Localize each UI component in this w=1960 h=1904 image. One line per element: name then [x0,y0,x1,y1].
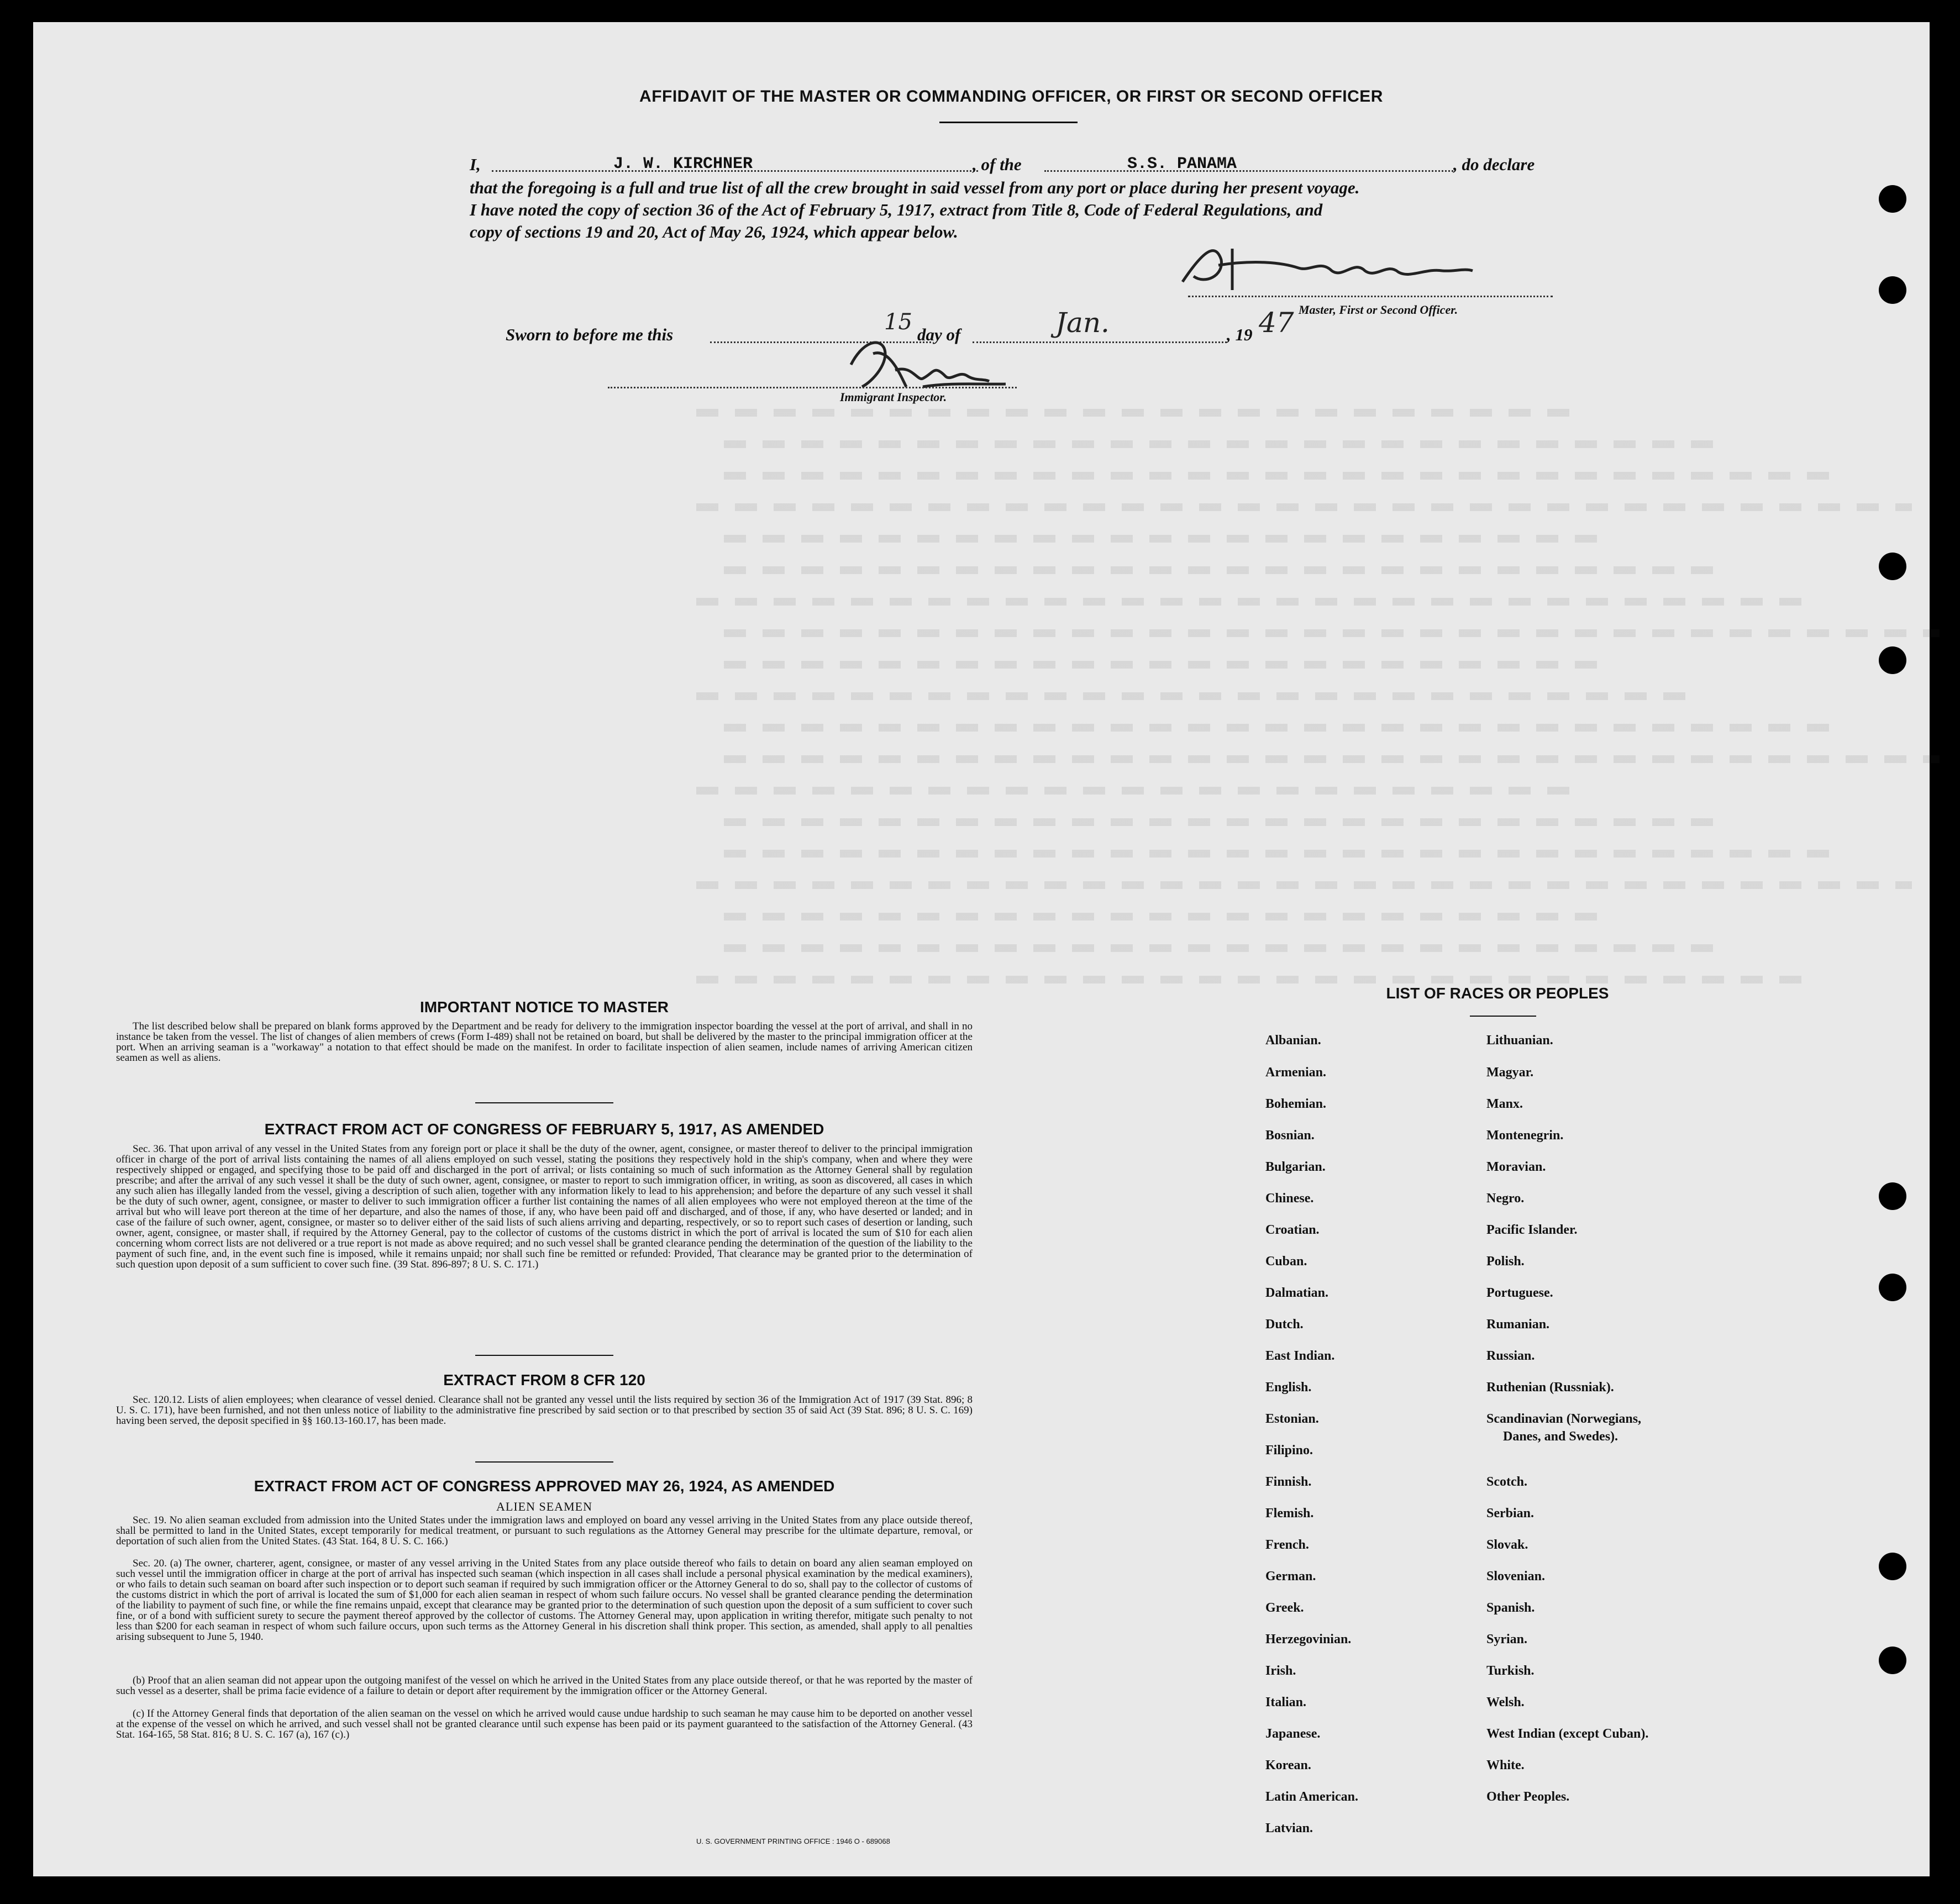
race-item: Albanian. [1265,1033,1321,1048]
declare-suffix: , do declare [1453,155,1535,174]
printing-office-footer: U. S. GOVERNMENT PRINTING OFFICE : 1946 O - 689068 [696,1837,890,1845]
race-item: Pacific Islander. [1486,1223,1578,1237]
race-item: French. [1265,1538,1309,1552]
year-prefix: , 19 [1227,325,1253,344]
show-through-mark [696,787,1580,795]
day-of-label: day of [917,325,961,344]
race-item: Magyar. [1486,1065,1534,1080]
show-through-mark [724,566,1719,574]
show-through-mark [724,755,1940,763]
race-item: East Indian. [1265,1349,1335,1363]
section-rule [475,1461,613,1463]
affidavit-line-2: that the foregoing is a full and true list of all the crew brought in said vessel from any port or place during her present voyage. [470,178,1360,197]
sworn-month: Jan. [1055,307,1110,339]
race-item: Dutch. [1265,1317,1304,1332]
vessel-name: S.S. PANAMA [1127,155,1237,173]
show-through-mark [724,629,1940,637]
race-item: Danes, and Swedes). [1503,1429,1619,1444]
race-item: Croatian. [1265,1223,1320,1237]
affidavit-line-4: copy of sections 19 and 20, Act of May 26, 1924, which appear below. [470,222,958,241]
extract-1917-body: Sec. 36. That upon arrival of any vessel in the United States from any foreign port or place it shall be the duty of the owner, agent, consignee, or master thereof to deliver to the principal immigration officer in charge of the port of arrival lists containing the names of all aliens employed on such vessel, stating the positions they respectively hold in the ship's company, when and where they were respectively shipped or engaged, and specifying those to be paid off and discharged in the port of arrival; or lists containing so much of such information as the Attorney General shall by regulation prescribe; and after the arrival of any such vessel it shall be the duty of such owner, agent, consignee, or master to report to such immigration officer, in writing, as soon as discovered, all cases in which any such alien has illegally landed from the vessel, giving a description of such alien, together with any information likely to lead to his apprehension; and before the departure of any such vessel it shall be the duty of such owner, agent, consignee, or master to deliver to such immigration officer a further list containing the names of all alien employees who were not employed thereon at the time of the arrival but who will leave port thereon at the time of her departure, and also the names of those, if any, who have been paid off and discharged, and of those, if any, who have deserted or landed; and in case of the failure of such owner, agent, consignee, or master so to deliver either of the said lists of such aliens arriving and departing, respectively, or so to report such cases of desertion or landing, such owner, agent, consignee, or master shall, if required by the Attorney General, pay to the collector of customs of the customs district in which the port of arrival is located the sum of $10 for each alien concerning whom correct lists are not delivered or a true report is not made as above required; and no such vessel shall be granted clearance pending the determination of the question of the liability to the payment of such fine, and, in the event such fine is imposed, while it remains unpaid; nor shall such fine be remitted or refunded: Provided, That clearance may be granted prior to the determination of such question upon deposit of a sum sufficient to cover such fine. (39 Stat. 896-897; 8 U. S. C. 171.) [116,1143,973,1270]
race-item: Japanese. [1265,1727,1321,1741]
race-item: Korean. [1265,1758,1311,1772]
race-item: Herzegovinian. [1265,1632,1352,1647]
race-item: Dalmatian. [1265,1286,1328,1300]
show-through-mark [696,692,1691,700]
race-item: Chinese. [1265,1191,1314,1206]
inspector-signature-line [608,387,1017,388]
cfr-body: Sec. 120.12. Lists of alien employees; when clearance of vessel denied. Clearance shall not be granted any vessel until the lists required by section 36 of the Immigration Act of 1917 (39 Stat. 896; 8 U. S. C. 171), have been furnished, and not then unless notice of liability to the administrative fine prescribed by said section or to that prescribed by section 35 of said Act (39 Stat. 896; 8 U. S. C. 169) having been served, the deposit specified in §§ 160.13-160.17, has been made. [116,1394,973,1427]
race-item: Russian. [1486,1349,1535,1363]
race-item: Finnish. [1265,1475,1312,1489]
affidavit-title: AFFIDAVIT OF THE MASTER OR COMMANDING OFFICER, OR FIRST OR SECOND OFFICER [639,87,1383,106]
race-item: Scotch. [1486,1475,1527,1489]
race-item: Latin American. [1265,1790,1358,1804]
race-item: Greek. [1265,1601,1304,1615]
declarant-name: J. W. KIRCHNER [613,155,753,173]
vessel-name-line [1044,170,1453,172]
title-rule [939,122,1078,123]
race-item: German. [1265,1569,1316,1584]
race-item: Estonian. [1265,1412,1319,1426]
master-signature [1171,238,1481,298]
race-item: White. [1486,1758,1525,1772]
race-item: Serbian. [1486,1506,1535,1521]
race-item: Syrian. [1486,1632,1528,1647]
inspector-label: Immigrant Inspector. [840,390,947,404]
show-through-mark [696,881,1912,889]
notice-body: The list described below shall be prepared on blank forms approved by the Department and be ready for delivery to the immigration inspector boarding the vessel at the port of arrival, and shall in no instance be taken from the vessel. The list of changes of alien members of crews (Form I-489) shall not be retained on board, but shall be delivered by the master to the principal immigration officer at the port. When an arriving seaman is a "workaway" a notation to that effect should be made on the manifest. In order to facilitate inspection of alien seamen, include names of arriving American citizen seamen as well as aliens. [116,1021,973,1064]
show-through-mark [724,535,1608,543]
affidavit-line-3: I have noted the copy of section 36 of the Act of February 5, 1917, extract from Title 8, Code of Federal Regulations, and [470,200,1323,219]
section-20c-text: (c) If the Attorney General finds that deportation of the alien seaman on the vessel on which he arrived would cause undue hardship to such seaman he may cause him to be deported on another vessel at the expense of the vessel on which he arrived, and such vessel shall not be granted clearance until such expense has been paid or its payment guaranteed to the satisfaction of the Attorney General. (43 Stat. 164-165, 58 Stat. 816; 8 U. S. C. 167 (a), 167 (c).) [116,1708,973,1740]
race-item: Slovak. [1486,1538,1528,1552]
race-item: English. [1265,1380,1312,1395]
race-item: Negro. [1486,1191,1525,1206]
race-item: Turkish. [1486,1664,1535,1678]
show-through-mark [724,944,1719,952]
show-through-mark [724,913,1608,921]
vessel-prefix: , of the [973,155,1022,174]
document-page [33,22,1930,1876]
race-item: Rumanian. [1486,1317,1550,1332]
race-item: Filipino. [1265,1443,1313,1458]
show-through-mark [724,850,1829,858]
show-through-mark [696,598,1801,606]
section-rule [475,1355,613,1356]
section-19-text: Sec. 19. No alien seaman excluded from admission into the United States under the immigration laws and employed on board any vessel arriving in the United States from any place outside thereof, shall be permitted to land in the United States, except temporarily for medical treatment, or pursuant to such regulations as the Attorney General may prescribe for the ultimate departure, removal, or deportation of such alien from the United States. (43 Stat. 164, 8 U. S. C. 166.) [116,1514,973,1547]
show-through-mark [724,440,1719,448]
alien-seamen-subtitle: ALIEN SEAMEN [496,1500,592,1513]
race-item: Italian. [1265,1695,1307,1710]
sworn-day: 15 [884,309,912,335]
extract-1917-title: EXTRACT FROM ACT OF CONGRESS OF FEBRUARY 5, 1917, AS AMENDED [264,1121,824,1138]
race-item: Slovenian. [1486,1569,1546,1584]
race-item: Latvian. [1265,1821,1313,1835]
section-20b-text: (b) Proof that an alien seaman did not appear upon the outgoing manifest of the vessel on which he arrived in the United States from any place outside thereof, or that he was reported by the master of such vessel as a deserter, shall be prima facie evidence of a failure to detain or deport after requirement by the immigration officer or the Attorney General. [116,1675,973,1697]
show-through-mark [724,661,1608,669]
declarant-prefix: I, [470,155,481,174]
sworn-year: 47 [1259,307,1294,339]
extract-1924-title: EXTRACT FROM ACT OF CONGRESS APPROVED MAY 26, 1924, AS AMENDED [254,1477,835,1495]
show-through-mark [696,409,1580,417]
race-item: Welsh. [1486,1695,1525,1710]
show-through-mark [724,818,1719,826]
section-rule [475,1102,613,1103]
sworn-label: Sworn to before me this [506,325,674,344]
show-through-mark [724,724,1829,732]
notice-title: IMPORTANT NOTICE TO MASTER [419,998,669,1016]
master-label: Master, First or Second Officer. [1299,303,1458,317]
races-title: LIST OF RACES OR PEOPLES [1386,985,1609,1002]
race-item: West Indian (except Cuban). [1486,1727,1649,1741]
races-rule [1470,1016,1536,1017]
race-item: Spanish. [1486,1601,1535,1615]
race-item: Scandinavian (Norwegians, [1486,1412,1642,1426]
race-item: Ruthenian (Russniak). [1486,1380,1614,1395]
race-item: Moravian. [1486,1160,1546,1174]
race-item: Bulgarian. [1265,1160,1326,1174]
show-through-mark [696,503,1912,511]
race-item: Polish. [1486,1254,1525,1269]
master-signature-line [1188,296,1553,297]
race-item: Bosnian. [1265,1128,1315,1143]
race-item: Lithuanian. [1486,1033,1553,1048]
race-item: Flemish. [1265,1506,1314,1521]
race-item: Other Peoples. [1486,1790,1570,1804]
race-item: Portuguese. [1486,1286,1553,1300]
section-20a-text: Sec. 20. (a) The owner, charterer, agent, consignee, or master of any vessel arriving in the United States from any place outside thereof who fails to detain on board any alien seaman employed on such vessel until the immigration officer in charge at the port of arrival has inspected such seaman (which inspection in all cases shall include a personal physical examination by the medical examiners), or who fails to detain such seaman on board after such inspection or to deport such seaman if required by such immigration officer or the Attorney General to do so, shall pay to the collector of customs of the customs district in which the port of arrival is located the sum of $1,000 for each alien seaman in respect of whom such failure occurs. No vessel shall be granted clearance pending the determination of the liability to payment of such fine, or while the fine remains unpaid, except that clearance may be granted prior to the determination of such question upon the deposit of a sum sufficient to cover such fine, or of a bond with sufficient surety to secure the payment thereof approved by the collector of customs. The Attorney General may, upon application in writing therefor, mitigate such penalty to not less than $200 for each seaman in respect of whom such failure occurs, upon such terms as the Attorney General in his discretion shall think proper. This section, as amended, shall apply to all penalties arising subsequent to June 5, 1940. [116,1558,973,1643]
race-item: Cuban. [1265,1254,1307,1269]
show-through-mark [724,472,1829,480]
cfr-title: EXTRACT FROM 8 CFR 120 [443,1371,645,1388]
race-item: Irish. [1265,1664,1296,1678]
race-item: Manx. [1486,1097,1523,1111]
race-item: Bohemian. [1265,1097,1327,1111]
race-item: Montenegrin. [1486,1128,1564,1143]
show-through-mark [696,976,1801,983]
race-item: Armenian. [1265,1065,1326,1080]
